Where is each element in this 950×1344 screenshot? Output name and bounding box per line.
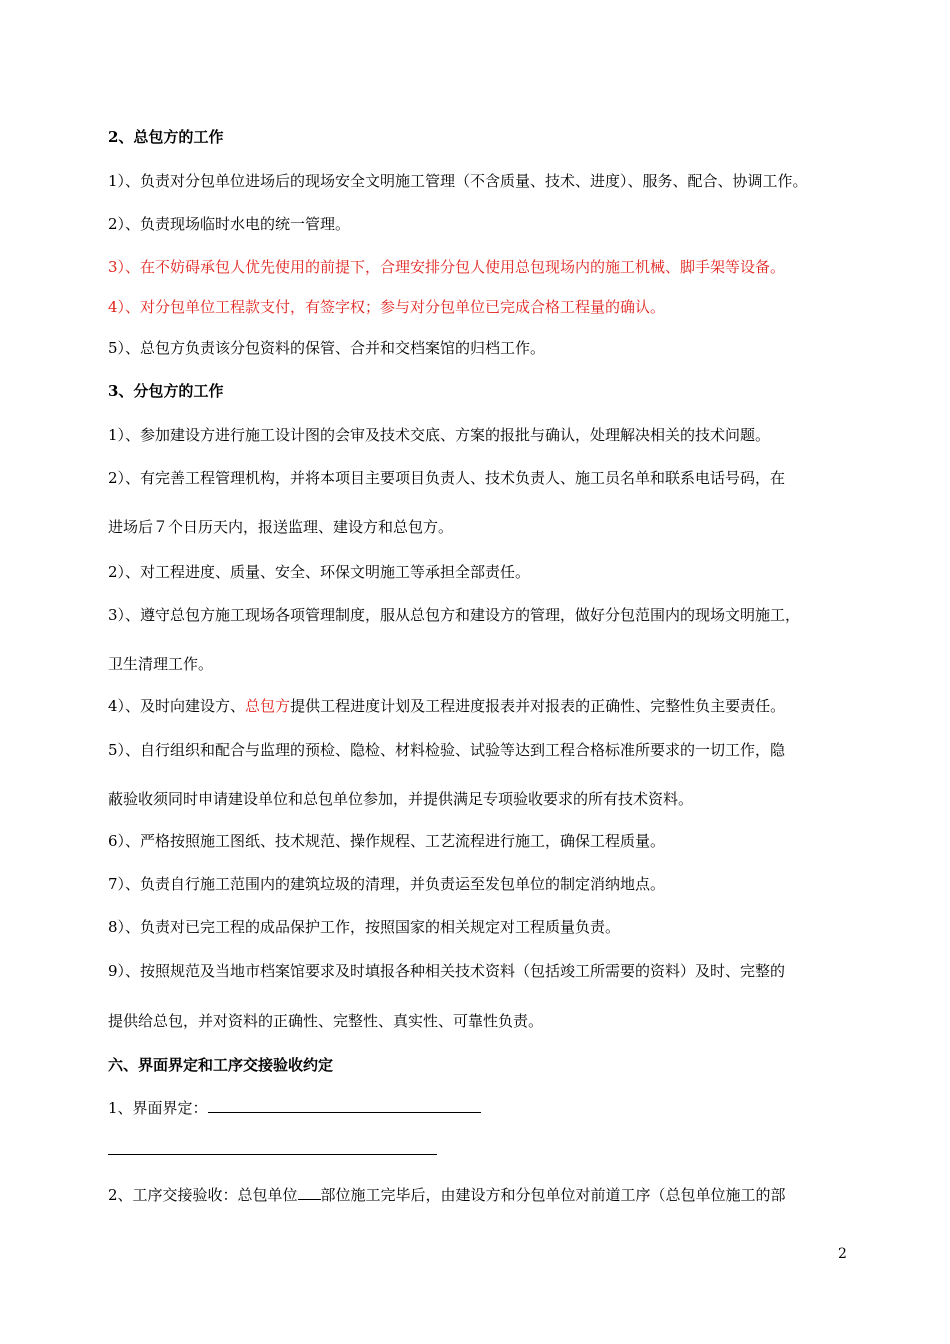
section2-item-3: 3）、在不妨碍承包人优先使用的前提下，合理安排分包人使用总包现场内的施工机械、脚手架等设备。 [108, 258, 786, 276]
interface-definition-label: 1、界面界定： [108, 1099, 208, 1117]
handover-prefix: 2、工序交接验收：总包单位 [108, 1186, 298, 1204]
section3-item-7: 7）、负责自行施工范围内的建筑垃圾的清理，并负责运至发包单位的制定消纳地点。 [108, 875, 666, 893]
section3-item-8: 8）、负责对已完工程的成品保护工作，按照国家的相关规定对工程质量负责。 [108, 918, 621, 936]
section3-item-2-line2: 进场后７个日历天内，报送监理、建设方和总包方。 [108, 518, 454, 536]
section3-item-9-line1: 9）、按照规范及当地市档案馆要求及时填报各种相关技术资料（包括竣工所需要的资料）及时、完整的 [108, 962, 786, 980]
section3-item-3-line2: 卫生清理工作。 [108, 655, 214, 673]
section3-item-3-line1: 3）、遵守总包方施工现场各项管理制度，服从总包方和建设方的管理，做好分包范围内的现场文明施工， [108, 606, 801, 624]
section6-heading: 六、界面界定和工序交接验收约定 [108, 1056, 334, 1074]
item4-prefix: 4）、及时向建设方、 [108, 697, 246, 715]
page-number: 2 [838, 1246, 847, 1262]
section3-item-2-line1: 2）、有完善工程管理机构，并将本项目主要项目负责人、技术负责人、施工员名单和联系电话号码，在 [108, 469, 786, 487]
section3-item-9-line2: 提供给总包，并对资料的正确性、完整性、真实性、可靠性负责。 [108, 1012, 544, 1030]
section3-item-4 [108, 695, 785, 717]
section2-item-2: 2）、负责现场临时水电的统一管理。 [108, 215, 351, 233]
item4-suffix: 提供工程进度计划及工程进度报表并对报表的正确性、完整性负主要责任。 [290, 697, 786, 715]
section6-item-2 [108, 1184, 786, 1206]
section2-heading: 2、总包方的工作 [108, 128, 224, 146]
section2-item-5: 5）、总包方负责该分包资料的保管、合并和交档案馆的归档工作。 [108, 339, 546, 357]
section3-item-2b: 2）、对工程进度、质量、安全、环保文明施工等承担全部责任。 [108, 563, 531, 581]
section3-item-6: 6）、严格按照施工图纸、技术规范、操作规程、工艺流程进行施工，确保工程质量。 [108, 832, 666, 850]
interface-definition-blank[interactable] [208, 1098, 481, 1113]
section3-heading: 3、分包方的工作 [108, 382, 224, 400]
section2-item-1: 1）、负责对分包单位进场后的现场安全文明施工管理（不含质量、技术、进度）、服务、配合、协调工作。 [108, 172, 808, 190]
section3-item-5-line1: 5）、自行组织和配合与监理的预检、隐检、材料检验、试验等达到工程合格标准所要求的一切工作，隐 [108, 741, 786, 759]
section6-item-1 [108, 1097, 481, 1119]
section3-item-1: 1）、参加建设方进行施工设计图的会审及技术交底、方案的报批与确认，处理解决相关的技术问题。 [108, 426, 771, 444]
item4-highlight: 总包方 [245, 697, 291, 715]
interface-definition-blank-line[interactable] [108, 1154, 437, 1155]
handover-part-blank[interactable] [298, 1185, 321, 1200]
handover-suffix: 部位施工完毕后，由建设方和分包单位对前道工序（总包单位施工的部 [320, 1186, 786, 1204]
section3-item-5-line2: 蔽验收须同时申请建设单位和总包单位参加，并提供满足专项验收要求的所有技术资料。 [108, 790, 694, 808]
section2-item-4: 4）、对分包单位工程款支付，有签字权；参与对分包单位已完成合格工程量的确认。 [108, 298, 666, 316]
